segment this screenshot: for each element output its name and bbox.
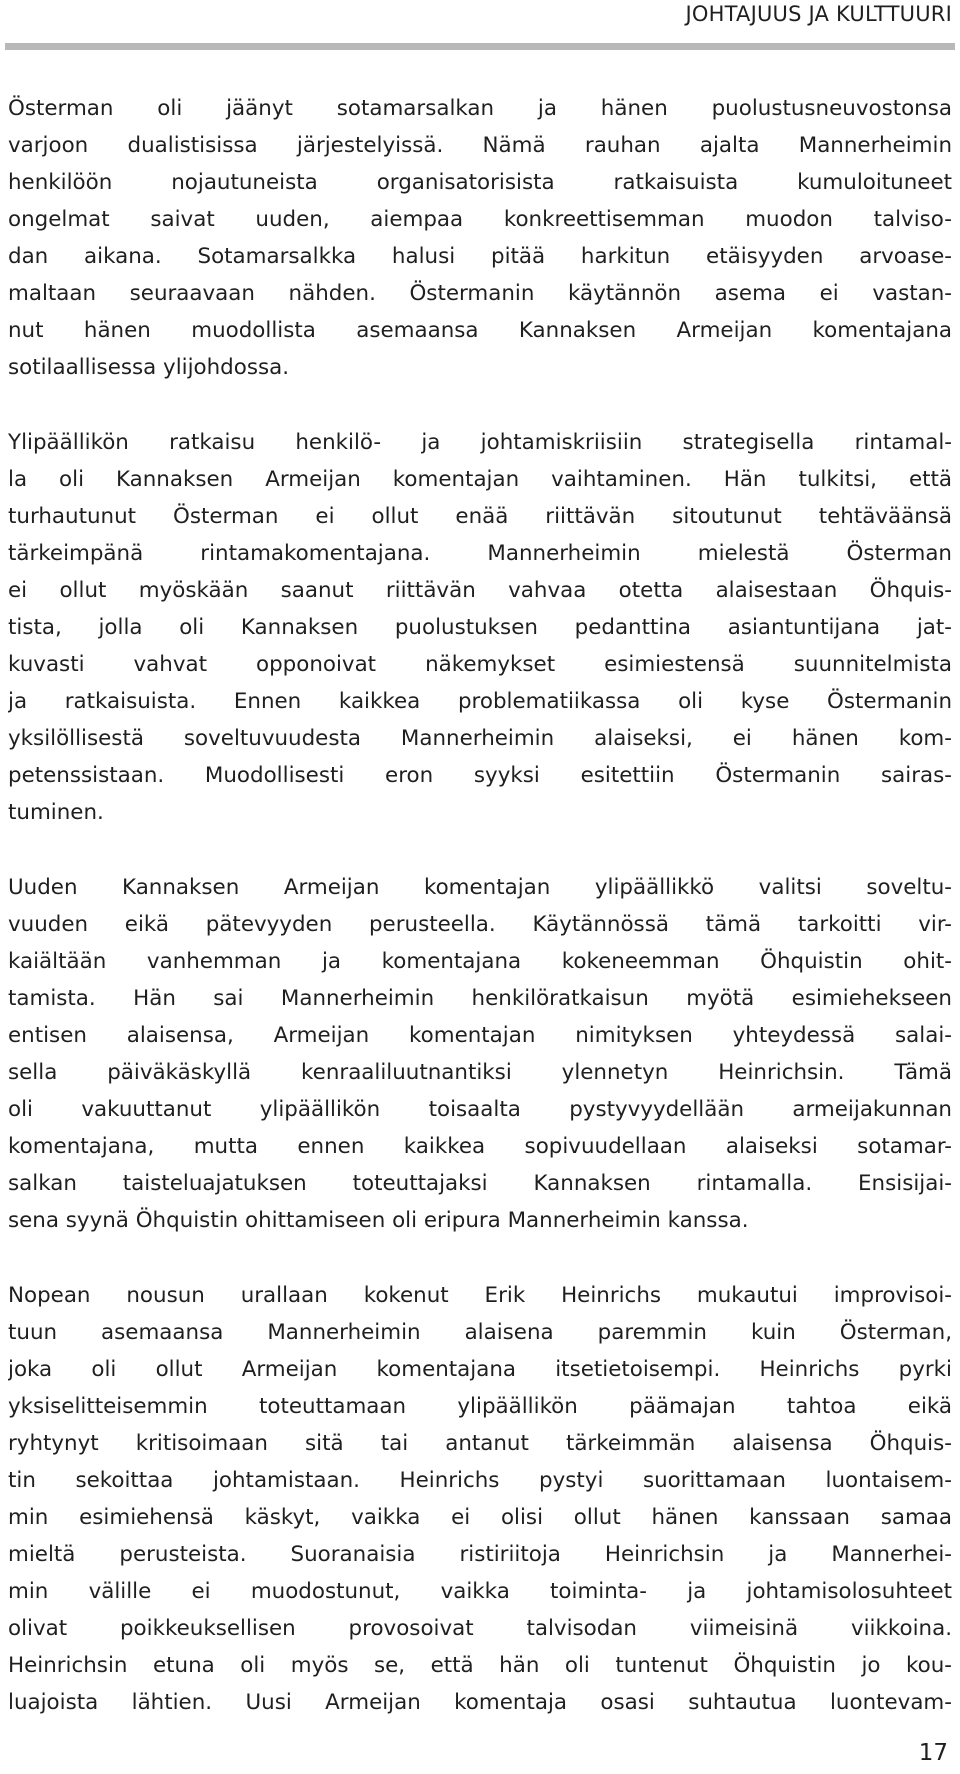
- text-line: henkilöön nojautuneista organisatorisista ratkaisuista kumuloituneet: [8, 170, 952, 195]
- text-line: petenssistaan. Muodollisesti eron syyksi esitettiin Östermanin sairas-: [8, 763, 952, 788]
- text-line: tärkeimpänä rintamakomentajana. Mannerheimin mielestä Österman: [8, 541, 952, 566]
- text-line: Uuden Kannaksen Armeijan komentajan ylipäällikkö valitsi soveltu-: [8, 875, 952, 900]
- text-line: la oli Kannaksen Armeijan komentajan vaihtaminen. Hän tulkitsi, että: [8, 467, 952, 492]
- text-line: ongelmat saivat uuden, aiempaa konkreettisemman muodon talviso-: [8, 207, 952, 232]
- text-line: ryhtynyt kritisoimaan sitä tai antanut tärkeimmän alaisensa Öhquis-: [8, 1431, 952, 1456]
- text-line: min esimiehensä käskyt, vaikka ei olisi ollut hänen kanssaan samaa: [8, 1505, 952, 1530]
- text-line: tin sekoittaa johtamistaan. Heinrichs pystyi suorittamaan luontaisem-: [8, 1468, 952, 1493]
- text-line: tuminen.: [8, 800, 104, 825]
- text-line: kuvasti vahvat opponoivat näkemykset esimiestensä suunnitelmista: [8, 652, 952, 677]
- text-line: varjoon dualistisissa järjestelyissä. Nämä rauhan ajalta Mannerheimin: [8, 133, 952, 158]
- text-line: tista, jolla oli Kannaksen puolustuksen pedanttina asiantuntijana jat-: [8, 615, 952, 640]
- text-line: yksilöllisestä soveltuvuudesta Mannerheimin alaiseksi, ei hänen kom-: [8, 726, 952, 751]
- text-line: min välille ei muodostunut, vaikka toiminta- ja johtamisolosuhteet: [8, 1579, 952, 1604]
- header-rule: [5, 43, 955, 50]
- text-line: sella päiväkäskyllä kenraaliluutnantiksi ylennetyn Heinrichsin. Tämä: [8, 1060, 952, 1085]
- text-line: olivat poikkeuksellisen provosoivat talvisodan viimeisinä viikkoina.: [8, 1616, 952, 1641]
- text-line: Heinrichsin etuna oli myös se, että hän oli tuntenut Öhquistin jo kou-: [8, 1653, 952, 1678]
- text-line: salkan taisteluajatuksen toteuttajaksi Kannaksen rintamalla. Ensisijai-: [8, 1171, 952, 1196]
- text-line: dan aikana. Sotamarsalkka halusi pitää harkitun etäisyyden arvoase-: [8, 244, 952, 269]
- page-number: 17: [918, 1740, 948, 1766]
- running-header: JOHTAJUUS JA KULTTUURI: [685, 2, 952, 26]
- text-line: sena syynä Öhquistin ohittamiseen oli eripura Mannerheimin kanssa.: [8, 1208, 749, 1233]
- text-line: Österman oli jäänyt sotamarsalkan ja hänen puolustusneuvostonsa: [8, 96, 952, 121]
- text-line: kaiältään vanhemman ja komentajana kokeneemman Öhquistin ohit-: [8, 949, 952, 974]
- text-line: oli vakuuttanut ylipäällikön toisaalta pystyvyydellään armeijakunnan: [8, 1097, 952, 1122]
- paragraph-2: [8, 424, 952, 831]
- text-line: sotilaallisessa ylijohdossa.: [8, 355, 290, 380]
- text-line: yksiselitteisemmin toteuttamaan ylipäällikön päämajan tahtoa eikä: [8, 1394, 952, 1419]
- text-line: nut hänen muodollista asemaansa Kannaksen Armeijan komentajana: [8, 318, 952, 343]
- text-line: Nopean nousun urallaan kokenut Erik Heinrichs mukautui improvisoi-: [8, 1283, 952, 1308]
- text-line: joka oli ollut Armeijan komentajana itsetietoisempi. Heinrichs pyrki: [8, 1357, 952, 1382]
- text-line: luajoista lähtien. Uusi Armeijan komentaja osasi suhtautua luontevam-: [8, 1690, 952, 1715]
- paragraph-3: [8, 869, 952, 1239]
- paragraph-1: [8, 90, 952, 386]
- text-line: turhautunut Österman ei ollut enää riittävän sitoutunut tehtäväänsä: [8, 504, 952, 529]
- paragraph-4: [8, 1277, 952, 1721]
- text-line: komentajana, mutta ennen kaikkea sopivuudellaan alaiseksi sotamar-: [8, 1134, 952, 1159]
- text-line: entisen alaisensa, Armeijan komentajan nimityksen yhteydessä salai-: [8, 1023, 952, 1048]
- text-line: ei ollut myöskään saanut riittävän vahvaa otetta alaisestaan Öhquis-: [8, 578, 952, 603]
- text-line: vuuden eikä pätevyyden perusteella. Käytännössä tämä tarkoitti vir-: [8, 912, 952, 937]
- text-line: tamista. Hän sai Mannerheimin henkilöratkaisun myötä esimiehekseen: [8, 986, 952, 1011]
- body-text: [8, 90, 952, 1759]
- text-line: maltaan seuraavaan nähden. Östermanin käytännön asema ei vastan-: [8, 281, 952, 306]
- text-line: Ylipäällikön ratkaisu henkilö- ja johtamiskriisiin strategisella rintamal-: [8, 430, 952, 455]
- text-line: ja ratkaisuista. Ennen kaikkea problematiikassa oli kyse Östermanin: [8, 689, 952, 714]
- text-line: tuun asemaansa Mannerheimin alaisena paremmin kuin Österman,: [8, 1320, 952, 1345]
- text-line: mieltä perusteista. Suoranaisia ristiriitoja Heinrichsin ja Mannerhei-: [8, 1542, 952, 1567]
